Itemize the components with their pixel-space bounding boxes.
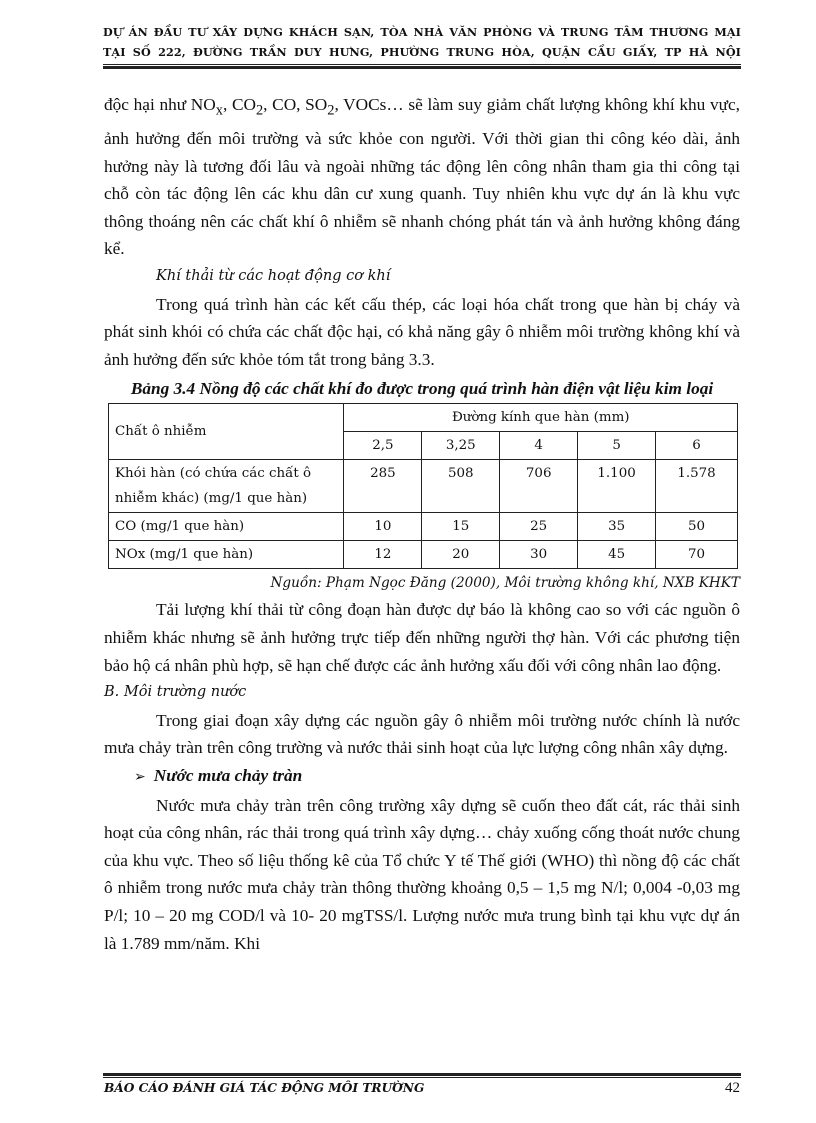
table-caption: Bảng 3.4 Nồng độ các chất khí đo được trong quá trình hàn điện vật liệu kim loại: [130, 379, 714, 399]
table-cell: 50: [656, 513, 738, 541]
table-cell: 285: [344, 460, 422, 513]
mech-emissions-paragraph: Trong quá trình hàn các kết cấu thép, các loại hóa chất trong que hàn bị cháy và phát sinh khói có chứa các chất độc hại, có khả năng gây ô nhiễm môi trường không khí và ảnh hưởng đến sức khỏe tóm tắt trong bảng 3.3.: [104, 294, 740, 369]
table-header-row: [109, 404, 738, 432]
header-line-1: DỰ ÁN ĐẦU TƯ XÂY DỰNG KHÁCH SẠN, TÒA NHÀ VĂN PHÒNG VÀ TRUNG TÂM THƯƠNG MẠI: [103, 25, 741, 39]
water-heading: B. Môi trường nước: [104, 684, 247, 701]
runoff-heading: ➢ Nước mưa chảy tràn: [134, 765, 303, 785]
page-number: 42: [725, 1080, 740, 1096]
table-cell: 20: [422, 541, 500, 569]
footer-title: BÁO CÁO ĐÁNH GIÁ TÁC ĐỘNG MÔI TRƯỜNG: [104, 1081, 425, 1095]
table-cell: 12: [344, 541, 422, 569]
diameter-header: Đường kính que hàn (mm): [344, 404, 738, 432]
table-row: [109, 541, 738, 569]
diameter-cell: 2,5: [344, 432, 422, 460]
row-label: CO (mg/1 que hàn): [109, 513, 344, 541]
diameter-cell: 4: [500, 432, 578, 460]
pollutant-header: Chất ô nhiễm: [109, 404, 344, 460]
header-line-2: TẠI SỐ 222, ĐƯỜNG TRẦN DUY HƯNG, PHƯỜNG TRUNG HÒA, QUẬN CẦU GIẤY, TP HÀ NỘI: [103, 45, 741, 59]
water-paragraph: Trong giai đoạn xây dựng các nguồn gây ô nhiễm môi trường nước chính là nước mưa chảy tràn trên công trường và nước thải sinh hoạt của lực lượng công nhân xây dựng.: [104, 710, 740, 758]
runoff-paragraph: Nước mưa chảy tràn trên công trường xây dựng sẽ cuốn theo đất cát, rác thải sinh hoạt của công nhân, rác thải trong quá trình xây dựng… chảy xuống cống thoát nước chung của khu vực. Theo số liệu thống kê của Tổ chức Y tế Thế giới (WHO) thì nồng độ các chất ô nhiễm trong nước mưa chảy tràn thông thường khoảng 0,5 – 1,5 mg N/l; 0,004 -0,03 mg P/l; 10 – 20 mg COD/l và 10- 20 mgTSS/l. Lượng nước mưa trung bình tại khu vực dự án là 1.789 mm/năm. Khi: [104, 795, 740, 953]
table-cell: 70: [656, 541, 738, 569]
table-cell: 508: [422, 460, 500, 513]
table-cell: 25: [500, 513, 578, 541]
table-row: [109, 513, 738, 541]
welding-paragraph: Tải lượng khí thải từ công đoạn hàn được dự báo là không cao so với các nguồn ô nhiễm khác nhưng sẽ ảnh hưởng trực tiếp đến những người thợ hàn. Với các phương tiện bảo hộ cá nhân phù hợp, sẽ hạn chế được các ảnh hưởng xấu đối với công nhân lao động.: [104, 600, 740, 675]
table-cell: 35: [578, 513, 656, 541]
table-source: Nguồn: Phạm Ngọc Đăng (2000), Môi trường không khí, NXB KHKT: [270, 575, 740, 592]
table-cell: 706: [500, 460, 578, 513]
table-cell: 45: [578, 541, 656, 569]
table-row: [109, 460, 738, 513]
mech-emissions-heading: Khí thải từ các hoạt động cơ khí: [156, 268, 391, 285]
table-cell: 10: [344, 513, 422, 541]
table-cell: 15: [422, 513, 500, 541]
diameter-cell: 5: [578, 432, 656, 460]
arrow-bullet-icon: ➢: [134, 768, 146, 785]
document-header: [103, 22, 741, 62]
welding-gas-table: [108, 403, 738, 569]
diameter-cell: 3,25: [422, 432, 500, 460]
table-cell: 1.578: [656, 460, 738, 513]
row-label: Khói hàn (có chứa các chất ô nhiễm khác) (mg/1 que hàn): [109, 460, 344, 513]
header-divider: [103, 64, 741, 69]
table-cell: 1.100: [578, 460, 656, 513]
row-label: NOx (mg/1 que hàn): [109, 541, 344, 569]
diameter-cell: 6: [656, 432, 738, 460]
intro-paragraph: độc hại như $NO_x$, $CO_2$, CO, $SO_2$, VOCs… sẽ làm suy giảm chất lượng không khí khu vực, ảnh hưởng đến môi trường và sức khỏe con người. Với thời gian thi công kéo dài, ảnh hưởng này là tương đối lâu và ngoài những tác động lên công nhân tham gia thi công tại chỗ còn tác động lên các khu dân cư xung quanh. Tuy nhiên khu vực dự án là khu vực thông thoáng nên các chất khí ô nhiễm sẽ nhanh chóng phát tán và ảnh hưởng không đáng kể.: [104, 95, 740, 259]
footer-divider: [103, 1073, 741, 1078]
table-cell: 30: [500, 541, 578, 569]
page-body: [104, 91, 740, 957]
